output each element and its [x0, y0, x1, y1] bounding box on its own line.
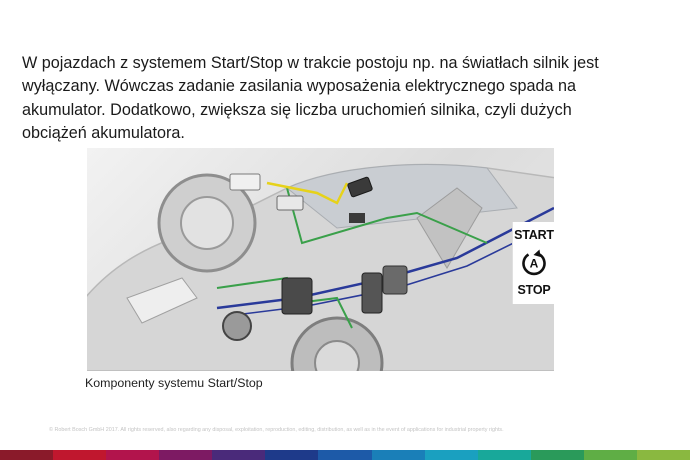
- brand-bar-segment: [159, 450, 212, 460]
- body-text-line: W pojazdach z systemem Start/Stop w trakcie postoju np. na światłach silnik jest: [22, 54, 599, 72]
- brand-bar-segment: [478, 450, 531, 460]
- body-text-line: wyłączany. Wówczas zadanie zasilania wyposażenia elektrycznego spada na: [22, 77, 576, 96]
- start-stop-arrow-icon: [522, 247, 546, 277]
- copyright-notice: © Robert Bosch GmbH 2017. All rights reserved, also regarding any disposal, exploitation, reproduction, editing, distribution, as well as in the event of applications for industrial property rights.: [49, 427, 504, 433]
- stop-label: STOP: [517, 283, 551, 297]
- brand-bar-segment: [265, 450, 318, 460]
- car-components-illustration: [87, 148, 554, 371]
- battery-sensor: [383, 266, 407, 294]
- ecu-module: [277, 196, 303, 210]
- brand-bar-segment: [584, 450, 637, 460]
- brand-bar-segment: [212, 450, 265, 460]
- alternator: [223, 312, 251, 340]
- brand-bar-segment: [0, 450, 53, 460]
- front-wheel-hub: [181, 197, 233, 249]
- starter-motor: [282, 278, 312, 314]
- body-text-line: obciążeń akumulatora.: [22, 123, 185, 142]
- start-stop-button-graphic: [512, 222, 555, 304]
- brand-bar-segment: [318, 450, 371, 460]
- brand-bar-segment: [425, 450, 478, 460]
- relay: [349, 213, 365, 223]
- a-glyph: A: [529, 256, 539, 271]
- body-text-line: akumulator. Dodatkowo, zwiększa się liczba uruchomień silnika, czyli dużych: [22, 100, 572, 119]
- brand-bar-segment: [372, 450, 425, 460]
- brand-color-bar: [0, 450, 690, 460]
- control-unit: [230, 174, 260, 190]
- figure-caption: Komponenty systemu Start/Stop: [85, 376, 263, 390]
- brand-bar-segment: [53, 450, 106, 460]
- body-text: [22, 52, 652, 145]
- brand-bar-segment: [637, 450, 690, 460]
- start-label: START: [514, 228, 554, 242]
- battery: [362, 273, 382, 313]
- car-xray-drawing: [87, 148, 554, 371]
- brand-bar-segment: [531, 450, 584, 460]
- brand-bar-segment: [106, 450, 159, 460]
